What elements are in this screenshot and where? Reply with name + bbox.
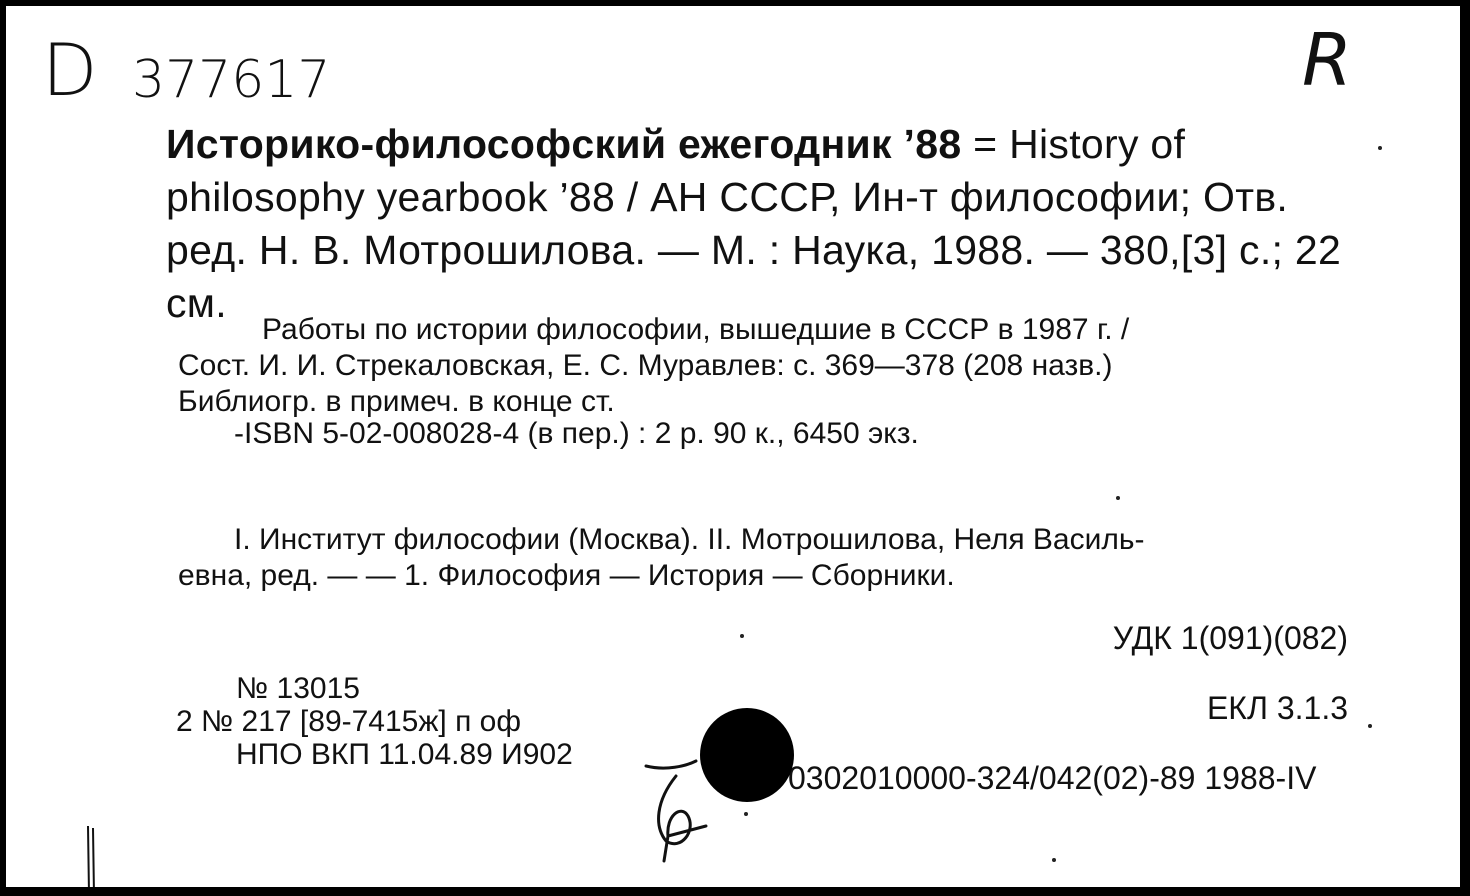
classification-code: 0302010000-324/042(02)-89 1988-IV [788,760,1317,796]
speck-dot [740,634,744,638]
ekl-code: ЕКЛ 3.1.3 [1206,690,1348,726]
main-bibliographic-entry [166,118,1346,330]
registration-order: 2 № 217 [89-7415ж] п оф [176,705,522,738]
notes-line-3: Библиогр. в примеч. в конце ст. [178,385,615,418]
handwritten-scribble-icon [636,746,756,866]
speck-dot [744,812,748,816]
speck-dot [1052,858,1056,862]
speck-dot [1116,496,1120,500]
stamp-letter: D [42,28,98,112]
notes-line-2: Сост. И. И. Стрекаловская, Е. С. Муравлев: с. 369—378 (208 назв.) [178,349,1113,382]
notes-block [178,312,1348,420]
tracings-line-2: евна, ред. — — 1. Философия — История — Сборники. [178,559,955,592]
stamp-number: 377617 [132,50,331,110]
speck-dot [1368,724,1372,728]
tracings-block [178,522,1348,594]
registration-block [176,672,573,771]
registration-number: № 13015 [236,672,360,705]
registration-publisher: НПО ВКП 11.04.89 И902 [236,738,573,771]
speck-dot [1378,146,1382,150]
title-description: = History of philosophy yearbook ’88 / АН СССР, Ин-т философии; Отв. ред. Н. В. Мотрошилова. — М. : Наука, 1988. — 380,[3] с.; 22 см. [166,121,1342,326]
title-russian: Историко-философский ежегодник ’88 [166,121,962,167]
notes-line-1: Работы по истории философии, вышедшие в СССР в 1987 г. / [262,313,1130,346]
catalog-card [6,6,1460,887]
edge-pen-mark-icon [84,826,98,887]
tracings-line-1: I. Институт философии (Москва). II. Мотрошилова, Неля Василь- [234,523,1145,556]
isbn-line: -ISBN 5-02-008028-4 (в пер.) : 2 р. 90 к., 6450 экз. [234,417,919,450]
udk-code: УДК 1(091)(082) [1112,620,1348,656]
corner-handwritten-mark: R [1302,18,1353,102]
